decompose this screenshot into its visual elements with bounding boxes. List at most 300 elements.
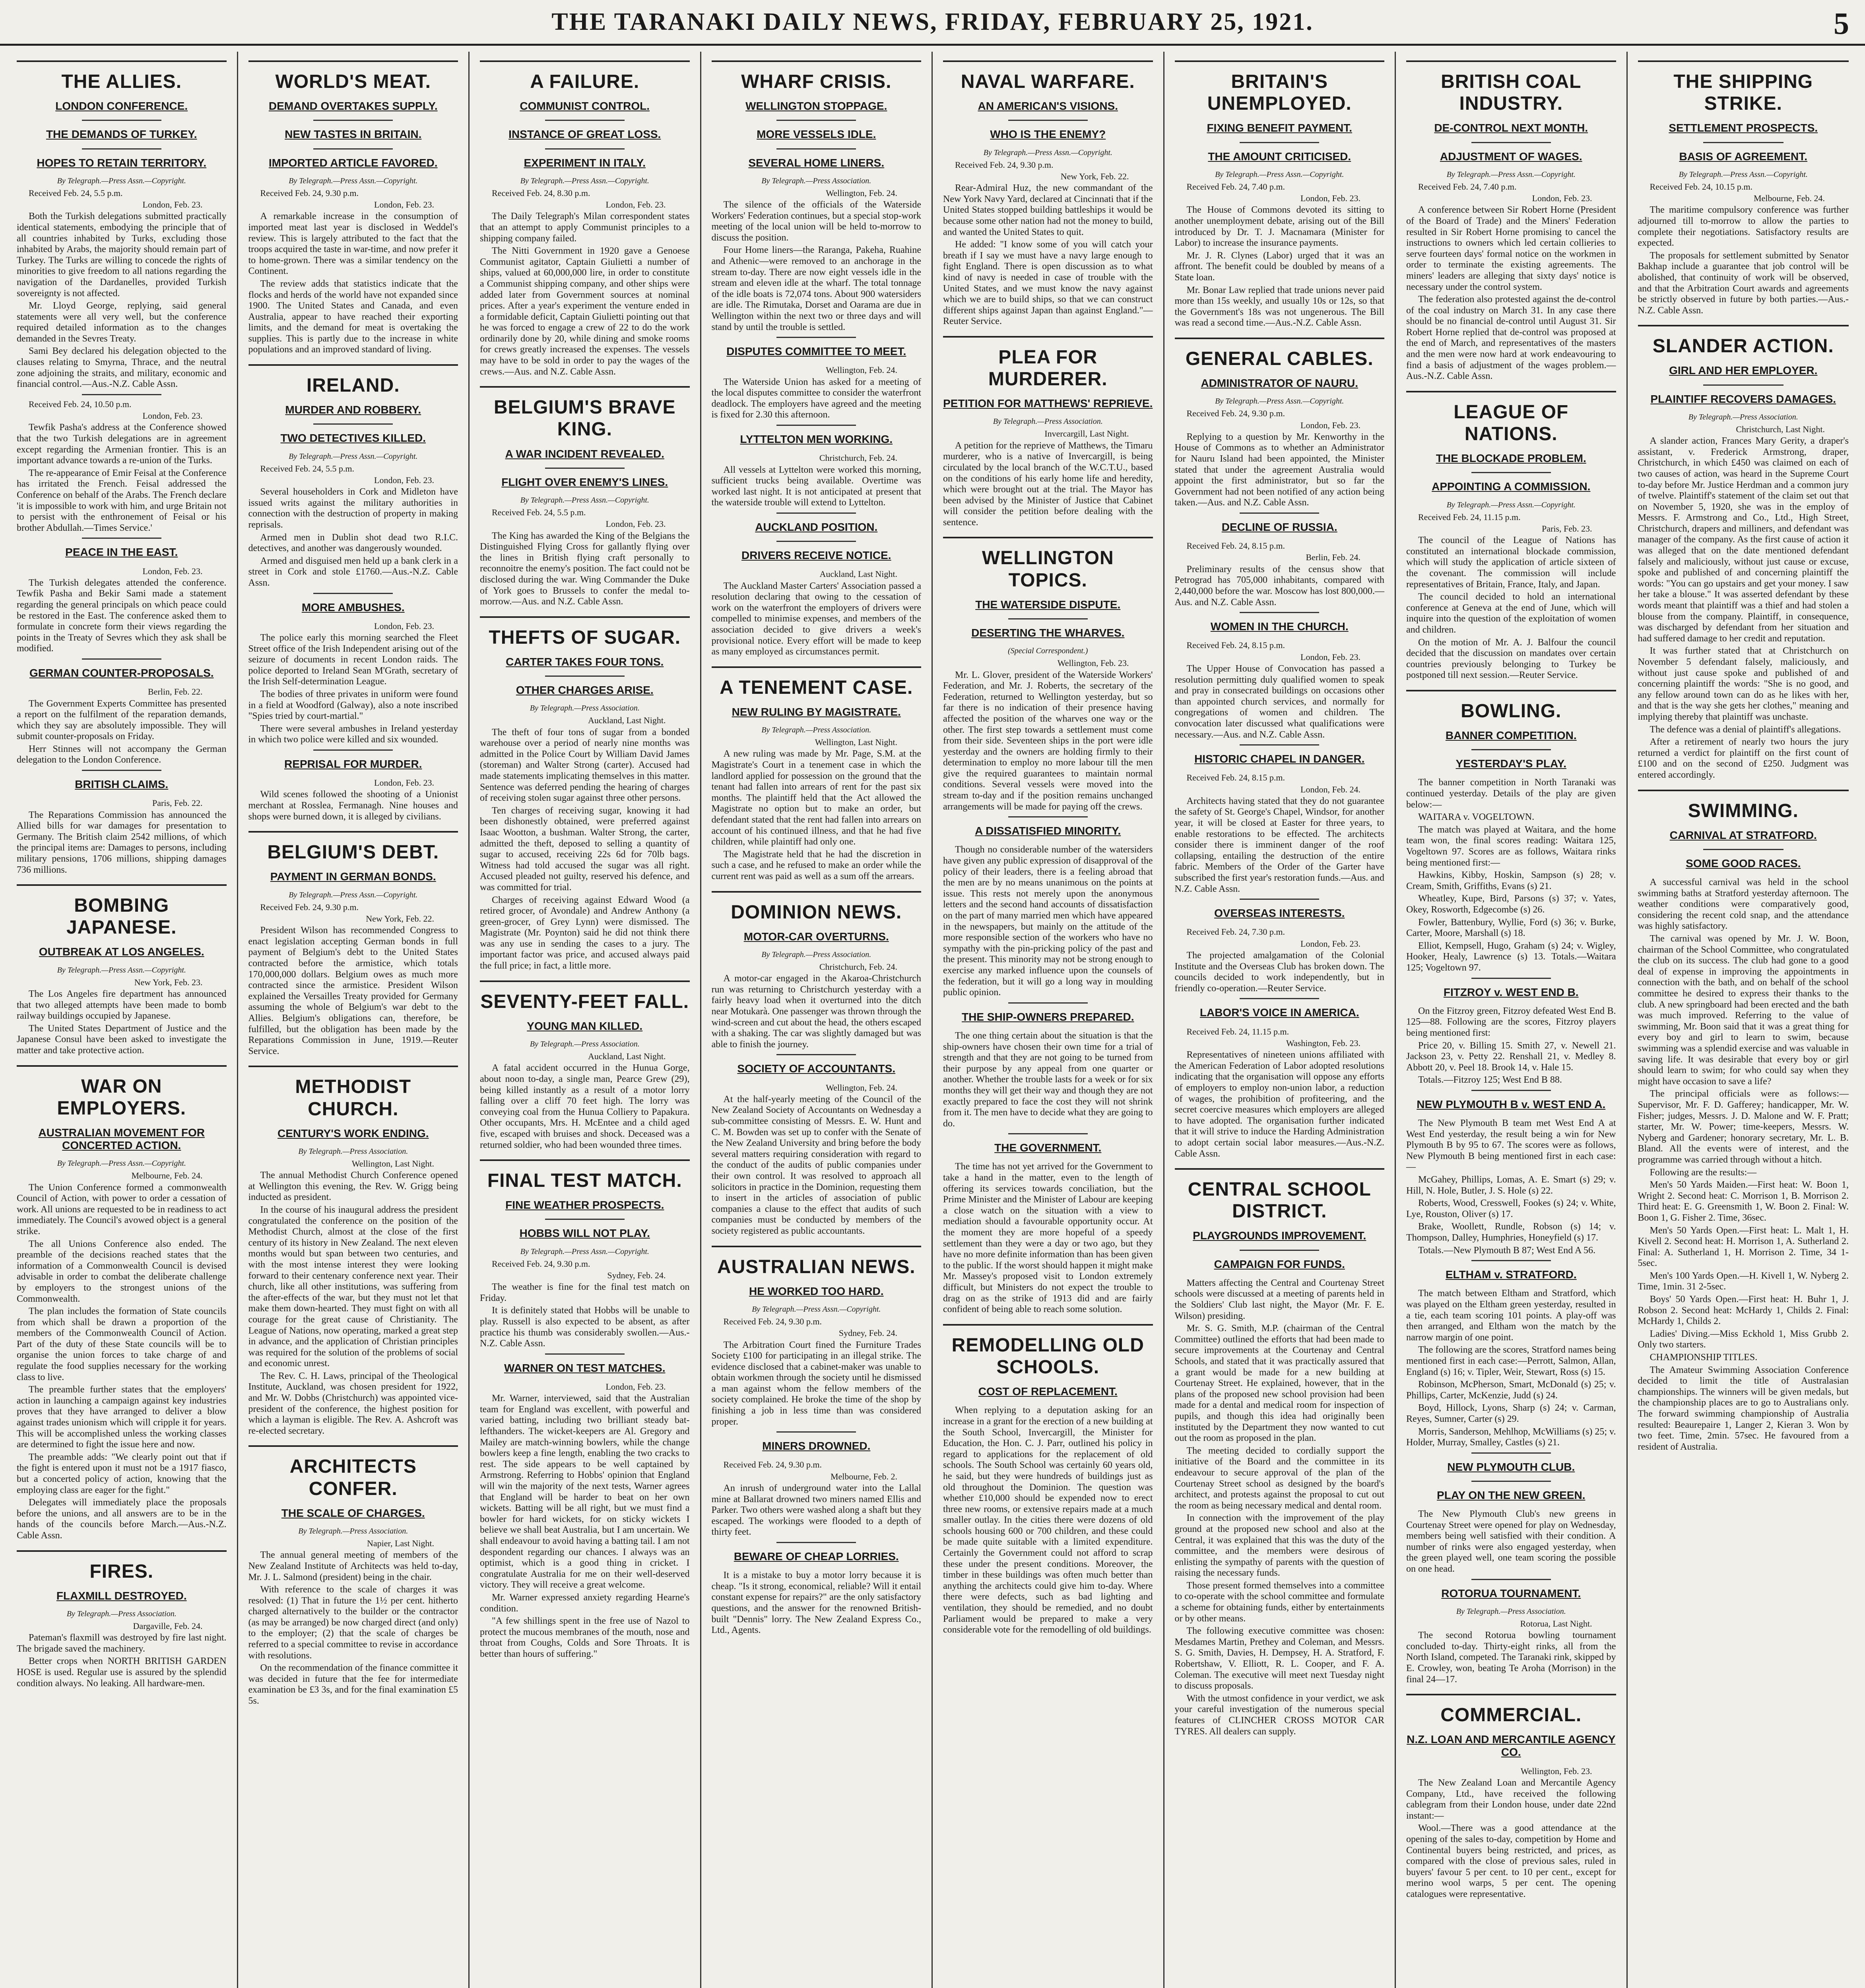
- article-subheading: IMPORTED ARTICLE FAVORED.: [268, 156, 438, 169]
- article-subheading: DISPUTES COMMITTEE TO MEET.: [726, 345, 906, 358]
- wire-credit: (Special Correspondent.): [1008, 646, 1088, 656]
- dateline: Auckland, Last Night.: [588, 1051, 666, 1062]
- article-paragraph: Wild scenes followed the shooting of a Unionist merchant at Rosslea, Fermanagh. Nine houses and shops were burned down, it is alleged by civilians.: [248, 789, 458, 822]
- dateline: Wellington, Feb. 23.: [1520, 1766, 1592, 1776]
- divider: [313, 148, 393, 149]
- wire-credit: By Telegraph.—Press Assn.—Copyright.: [1446, 500, 1576, 509]
- article: [248, 593, 458, 746]
- article-paragraph: Herr Stinnes will not accompany the German delegation to the London Conference.: [17, 744, 227, 765]
- divider: [776, 425, 856, 426]
- article-paragraph: Men's 100 Yards Open.—H. Kivell 1, W. Nyberg 2. Time, 1min. 31 2-5sec.: [1638, 1270, 1849, 1292]
- article: [248, 60, 458, 355]
- article-paragraph: The re-appearance of Emir Feisal at the Conference has irritated the French. Feisal addressed the Conference on behalf of the Arabs. The French declare 'it is impossible to work with him, and urge Britain not to persist with the enthronement of Feisal or his brother Abdullah.—Times Service.': [17, 468, 227, 533]
- divider: [776, 1542, 856, 1543]
- page-number: 5: [1834, 6, 1849, 41]
- divider: [1175, 338, 1385, 339]
- article-subheading: COST OF REPLACEMENT.: [978, 1385, 1118, 1398]
- article-paragraph: Boyd, Hillock, Lyons, Sharp (s) 24; v. Carman, Reyes, Sumner, Carter (s) 29.: [1406, 1403, 1616, 1424]
- column-2: [238, 52, 470, 1988]
- column-1: [6, 52, 238, 1988]
- dateline: Paris, Feb. 23.: [1542, 523, 1592, 534]
- wire-credit: By Telegraph.—Press Association.: [761, 950, 871, 959]
- divider: [776, 148, 856, 149]
- article: [712, 1054, 922, 1237]
- article-paragraph: Price 20, v. Billing 15. Smith 27, v. Newell 21. Jackson 23, v. Petty 22. Renshall 21, v. Medley 8. Abbott 20, v. Peel 18. Brook 14, v. Hale 15.: [1406, 1040, 1616, 1073]
- article-paragraph: The Upper House of Convocation has passed a resolution permitting duly qualified women to speak and pray in consecrated buildings on occasions other than appointed church services, and normally for congregations of women and children. The convocation later discussed what qualifications were necessary.—Aus. and N.Z. Cable Assn.: [1174, 663, 1384, 740]
- received-time: Received Feb. 24, 5.5 p.m.: [29, 188, 123, 198]
- article-paragraph: The following are the scores, Stratford names being mentioned first in each case:—Perrott, Salmon, Allan, England (s) 16; v. Tipler, Weir, Stewart, Ross (s) 15.: [1406, 1345, 1616, 1377]
- article-paragraph: "A few shillings spent in the free use of Nazol to protect the mucous membranes of the mouth, nose and throat from Coughs, Colds and Sore Throats. It is better than hours of suffering.": [480, 1616, 690, 1659]
- dateline: Wellington, Feb. 24.: [826, 1082, 897, 1093]
- dateline: Washington, Feb. 23.: [1286, 1038, 1360, 1048]
- divider: [17, 1550, 227, 1552]
- article-paragraph: Following are the results:—: [1650, 1167, 1757, 1178]
- received-time: Received Feb. 24, 11.15 p.m.: [1186, 1026, 1289, 1037]
- received-time: Received Feb. 24, 5.5 p.m.: [260, 463, 354, 474]
- article-paragraph: Four Home liners—the Raranga, Pakeha, Ruahine and Athenic—were removed to an anchorage in the stream to-day. There are now eight vessels idle in the stream and eleven idle at the wharf. The total tonnage of the idle boats is 72,074 tons. About 900 watersiders are idle. The Rimutaka, Dorset and Oarama are due in Wellington within the next two or three days and will stand by until the trouble is settled.: [711, 245, 921, 332]
- dateline: New York, Feb. 22.: [366, 913, 434, 924]
- wire-credit: By Telegraph.—Press Association.: [1456, 1607, 1566, 1616]
- divider: [480, 1159, 690, 1161]
- dateline: Wellington, Feb. 24.: [826, 365, 897, 375]
- article-paragraph: A conference between Sir Robert Horne (President of the Board of Trade) and the Miners' Federation resulted in Sir Robert Horne promising to cancel the instructions to owners which led certain collieries to serve fourteen days' formal notice on the workmen in order to terminate the existing agreements. The miners' leaders are alleging that sixty days' notice is necessary under the control system.: [1406, 205, 1616, 292]
- wire-credit: By Telegraph.—Press Assn.—Copyright.: [1215, 170, 1344, 179]
- wire-credit: By Telegraph.—Press Assn.—Copyright.: [1679, 170, 1808, 179]
- article-paragraph: Several householders in Cork and Midleton have issued writs against the military authorities in connection with the destruction of property in making reprisals.: [248, 487, 458, 530]
- article-paragraph: With reference to the scale of charges it was resolved: (1) That in future the 1½ per cent. hitherto charged alternatively to the builder or the contractor (as may be arranged) be now charged direct (and only) to the employer; (2) that the scale of charges be referred to a special committee to revise in accordance with resolutions.: [248, 1584, 458, 1661]
- article-paragraph: The bodies of three privates in uniform were found in a field at Woodford (Galway), also a note inscribed "Spies tried by court-martial.": [248, 689, 458, 722]
- article-paragraph: The Amateur Swimming Association Conference decided to limit the title of Australasian championships. The winners will be given medals, but the championship places are to go to Australians only. The forward swimming championship of Australia resulted: Beaurepaire 1, Langer 2, Kieran 3. Won by two feet. Time, 2min. 57sec. He favoured from a resident of Australia.: [1638, 1365, 1849, 1452]
- divider: [313, 120, 393, 121]
- article-subheading: AN AMERICAN'S VISIONS.: [978, 100, 1118, 113]
- article-subheading: ADJUSTMENT OF WAGES.: [1440, 150, 1582, 163]
- article-paragraph: All vessels at Lyttelton were worked this morning, sufficient trucks being available. Overtime was worked last night. It is not anticipated at present that the waterside trouble will extend to Lyttelton.: [711, 464, 921, 508]
- article-paragraph: The Rev. C. H. Laws, principal of the Theological Institute, Auckland, was chosen president for 1922, and Mr. W. Dobbs (Christchurch) was appointed vice-president of the conference, the highest position for which a layman is eligible. The Rev. A. Ashcroft was re-elected secretary.: [248, 1371, 458, 1436]
- dateline: Berlin, Feb. 22.: [148, 687, 203, 697]
- article-paragraph: The federation also protested against the de-control of the coal industry on March 31. In any case there should be no financial de-control until August 31. Sir Robert Horne replied that de-control was proposed at the end of March, and representatives of the masters and the men were now hard at work endeavouring to find a basis of adjustment of the wages problem.—Aus.-N.Z. Cable Assn.: [1406, 294, 1616, 382]
- article-subheading: FLIGHT OVER ENEMY'S LINES.: [501, 476, 668, 488]
- article-paragraph: Delegates will immediately place the proposals before the unions, and all answers are to be in the hands of the councils before March.—Aus.-N.Z. Cable Assn.: [17, 1497, 227, 1541]
- divider: [248, 364, 458, 366]
- received-time: Received Feb. 24, 8.15 p.m.: [1186, 541, 1285, 551]
- dateline: London, Feb. 23.: [1532, 193, 1592, 204]
- dateline: Wellington, Last Night.: [815, 737, 897, 747]
- article-subheading: AUSTRALIAN MOVEMENT FOR CONCERTED ACTION.: [38, 1126, 205, 1152]
- article-paragraph: Ten charges of receiving sugar, knowing it had been dishonestly obtained, were preferred against Isaac Wootton, a bushman. Walter Strong, the carter, admitted the theft, deposed to selling a quantity of sugar to accused, receiving 22s 6d for 70lb bags. Witness had told accused the sugar was all right. Accused pleaded not guilty, reserved his defence, and was committed for trial.: [480, 805, 690, 893]
- dateline: Wellington, Feb. 23.: [1057, 658, 1129, 668]
- article-paragraph: The all Unions Conference also ended. The preamble of the decisions reached states that the information of a Commonwealth Council is devised advisable in order to combat the deliberate challenge by employers to the strongest unions of the Commonwealth.: [17, 1239, 227, 1304]
- wire-credit: By Telegraph.—Press Assn.—Copyright.: [57, 1159, 186, 1168]
- divider: [1471, 749, 1551, 750]
- article-subheading: HOBBS WILL NOT PLAY.: [519, 1227, 650, 1240]
- article-subheading: DRIVERS RECEIVE NOTICE.: [741, 549, 891, 562]
- divider: [943, 336, 1153, 338]
- article: [1406, 1579, 1616, 1685]
- article-paragraph: A slander action, Frances Mary Gerity, a draper's assistant, v. Frederick Armstrong, draper, Christchurch, in which £450 was claimed on each of two causes of action, was heard in the Supreme Court to-day before Mr. Justice Herdman and a common jury of twelve. Plaintiff's statement of the claim set out that on November 5, 1920, she was in the employ of Messrs. F. Armstrong and Co., Ltd., High Street, Christchurch, drapers and milliners, and defendant was manager of the company. As the first cause of action it was alleged that on the date mentioned defendant falsely and maliciously, without just cause or excuse, spoke and published of and concerning plaintiff the words: "You can go upstairs and get your money. I saw her take a blouse." It was asserted defendant by these words meant that plaintiff was a thief and had stolen a blouse from the company. Plaintiff, in consequence, was discharged by defendant from her situation and had suffered damage to her credit and reputation.: [1638, 436, 1849, 644]
- article-paragraph: The second Rotorua bowling tournament concluded to-day. Thirty-eight rinks, all from the North Island, competed. The Taranaki rink, skipped by E. Crowley, won, beating Te Aroha (Morrison) in the final 24—17.: [1406, 1630, 1616, 1685]
- article-paragraph: An inrush of underground water into the Lallal mine at Ballarat drowned two miners named Ellis and Parker. Two others were washed along a shaft but they escaped. The workings were flooded to a depth of thirty feet.: [711, 1483, 921, 1538]
- article-subheading: EXPERIMENT IN ITALY.: [524, 156, 646, 169]
- article: [1638, 325, 1849, 780]
- article-paragraph: The Los Angeles fire department has announced that two alleged attempts have been made to bomb railway buildings occupied by Japanese.: [17, 988, 227, 1021]
- divider: [712, 60, 922, 62]
- article-paragraph: Hawkins, Kibby, Hoskin, Sampson (s) 28; v. Cream, Smith, Griffiths, Evans (s) 21.: [1406, 870, 1616, 891]
- article-paragraph: CHAMPIONSHIP TITLES.: [1650, 1352, 1758, 1363]
- divider: [1471, 978, 1551, 979]
- article: [1406, 1694, 1616, 1900]
- article-paragraph: He added: "I know some of you will catch your breath if I say we must have a navy large enough to fight England. There is open discussion as to what kind of navy is needed in case of trouble with the United States, and we must know the navy against which we are to build ships, so that we can construct different ships against Japan than against England."—Reuter Service.: [943, 239, 1153, 327]
- article: [17, 770, 227, 876]
- article-headline: BELGIUM'S DEBT.: [267, 842, 439, 863]
- article-paragraph: McGahey, Phillips, Lomas, A. E. Smart (s) 29; v. Hill, N. Hole, Butler, J. S. Hole (s) 22.: [1406, 1175, 1616, 1196]
- article-paragraph: With the utmost confidence in your verdict, we ask your careful investigation of the numerous special features of CLINCHER CROSS MOTOR CAR TYRES. All dealers can supply.: [1174, 1693, 1384, 1737]
- article-subheading: CAMPAIGN FOR FUNDS.: [1214, 1258, 1345, 1270]
- article-paragraph: The New Plymouth Club's new greens in Courtenay Street were opened for play on Wednesday, members being well satisfied with their condition. A number of rinks were also engaged yesterday, when the green played well, one team scoring the possible on one head.: [1406, 1509, 1616, 1574]
- wire-credit: By Telegraph.—Press Assn.—Copyright.: [983, 148, 1112, 157]
- article: [943, 1002, 1153, 1130]
- divider: [1703, 849, 1783, 850]
- dateline: London, Feb. 24.: [1300, 784, 1360, 794]
- article-paragraph: The Daily Telegraph's Milan correspondent states that an attempt to apply Communist principles to a shipping company failed.: [480, 211, 690, 244]
- wire-credit: By Telegraph.—Press Association.: [530, 704, 640, 713]
- divider: [82, 120, 161, 121]
- divider: [1406, 690, 1616, 691]
- divider: [1638, 790, 1849, 791]
- article: [248, 749, 458, 822]
- article-paragraph: The meeting decided to cordially support the initiative of the Board and the committee in its endeavour to secure approval of the plan of the Courtenay Street school as designed by the board's architect, and protests against the proposal to cut out the room as being necessary medical and dental room.: [1174, 1445, 1384, 1511]
- article-subheading: A DISSATISFIED MINORITY.: [975, 825, 1121, 837]
- article-headline: GENERAL CABLES.: [1185, 348, 1374, 369]
- divider: [1008, 816, 1088, 817]
- article-headline: THEFTS OF SUGAR.: [489, 627, 681, 648]
- article-subheading: MOTOR-CAR OVERTURNS.: [743, 930, 889, 943]
- divider: [1471, 472, 1551, 473]
- article-subheading: YOUNG MAN KILLED.: [527, 1019, 643, 1032]
- dateline: Auckland, Last Night.: [819, 569, 897, 579]
- article-headline: ARCHITECTS CONFER.: [289, 1456, 417, 1499]
- article-paragraph: Men's 50 Yards Maiden.—First heat: W. Boon 1, Wright 2. Second heat: C. Morrison 1, B. Morrison 2. Third heat: E. G. Greensmith 1, W. Boon 2. Final: W. Boon 1, G. Fisher 2. Time, 36sec.: [1638, 1180, 1849, 1223]
- divider: [313, 423, 393, 425]
- divider: [712, 666, 922, 668]
- article-subheading: WOMEN IN THE CHURCH.: [1210, 620, 1349, 633]
- article-paragraph: The time has not yet arrived for the Government to take a hand in the matter, even to the length of offering its services towards conciliation, but the Prime Minister and the Minister of Labour are keeping a close watch on the situation with a view to mediation should a favourable opportunity occur. At the moment they are more hopeful of a speedy settlement than they were a day or two ago, but they have no more definite information than has been given to the public. If the worst should happen it might make Mr. Massey's proposed visit to London extremely difficult, but Ministers do not expect the trouble to drag on as the strike of 1913 did and are fairly confident of being able to reach some solution.: [943, 1161, 1153, 1315]
- article-headline: BRITISH COAL INDUSTRY.: [1441, 71, 1582, 115]
- dateline: Invercargill, Last Night.: [1044, 429, 1129, 439]
- article: [712, 425, 922, 509]
- dateline: London, Feb. 23.: [1300, 420, 1360, 430]
- article-subheading: INSTANCE OF GREAT LOSS.: [508, 128, 661, 141]
- wire-credit: By Telegraph.—Press Assn.—Copyright.: [289, 452, 418, 461]
- received-time: Received Feb. 24, 9.30 p.m.: [723, 1460, 822, 1470]
- article-subheading: THE WATERSIDE DISPUTE.: [975, 598, 1121, 611]
- wire-credit: By Telegraph.—Press Assn.—Copyright.: [1215, 397, 1344, 406]
- article-paragraph: It was further stated that at Christchurch on November 5 defendant falsely, maliciously, and without just cause spoke and published of and concerning plaintiff the words: "She is no good, and any fellow around town can do as he likes with her, and that is the way she gets her clothes," meaning and implying thereby that plaintiff was unchaste.: [1638, 646, 1849, 722]
- article-paragraph: The Nitti Government in 1920 gave a Genoese Communist agitator, Captain Giulietti a number of ships, valued at 60,000,000 lire, in order to constitute a Communist shipping company, and other ships were added later from Government sources at nominal prices. After a year's experiment the venture ended in a formidable deficit, Captain Giulietti pointing out that he was forced to engage a crew of 22 to do the work ordinarily done by 20, while dining and smoke rooms for crews greatly increased the expenses. The vessels may have to be sold in order to pay the wages of the crews.—Aus. and N.Z. Cable Assn.: [480, 246, 690, 377]
- received-time: Received Feb. 24, 9.30 p.m.: [723, 1316, 822, 1326]
- article-paragraph: The preamble further states that the employers' action in launching a campaign against key industries proves that they have arranged to deliver a blow against trades unionism which will cripple it for years. This will be accomplished unless the working classes are determined to fight the issue here and now.: [17, 1384, 227, 1450]
- article-headline: REMODELLING OLD SCHOOLS.: [951, 1334, 1144, 1378]
- article-paragraph: In the course of his inaugural address the president congratulated the conference on the position of the Methodist Church, almost at the close of the first century of its history in New Zealand. The next eleven months would but span between two centuries, and with the most intense interest they were looking forward to their centenary conference next year. Their church, like all other institutions, was suffering from the after-effects of the war, but they must not let that make them down-hearted. They must fight on with all courage for the great cause of Christianity. The League of Nations, now operating, marked a great step in advance, and the application of Christian principles was required for the solution of the problems of social and economic unrest.: [248, 1204, 458, 1369]
- article: [17, 1065, 227, 1541]
- article-paragraph: The plan includes the formation of State councils from which shall be drawn a proportion of the members of the Commonwealth Council of Action. Part of the duty of these State councils will be to organise the union forces to take charge of and regulate the food supplies necessary for the working class to live.: [17, 1306, 227, 1382]
- dateline: Sydney, Feb. 24.: [838, 1328, 897, 1338]
- article-paragraph: Mr. L. Glover, president of the Waterside Workers' Federation, and Mr. J. Roberts, the secretary of the Federation, returned to Wellington yesterday, but so far there is no indication of their presence having affected the position of the wharves one way or the other. The first step towards a settlement must come from their side. Seventeen ships in the port were idle yesterday and the owners are holding firmly to their determination to employ no more labour till the men give the required guarantees to maintain normal conditions. Several vessels were moved into the stream to-day and if the position remains unchanged arrangements will be made for paying off the crews.: [943, 670, 1153, 812]
- article-headline: A FAILURE.: [530, 71, 640, 92]
- article: [712, 891, 922, 1050]
- article: [712, 1542, 922, 1636]
- received-time: Received Feb. 24, 9.30 p.m.: [260, 188, 359, 198]
- article-headline: SEVENTY-FEET FALL.: [480, 991, 689, 1012]
- divider: [1175, 60, 1385, 62]
- article-paragraph: The match between Eltham and Stratford, which was played on the Eltham green yesterday, resulted in a tie, each team scoring 101 points. A play-off was then arranged, and Eltham won the match by the narrow margin of one point.: [1406, 1288, 1616, 1343]
- article: [17, 884, 227, 1056]
- wire-credit: By Telegraph.—Press Association.: [761, 176, 871, 185]
- dateline: London, Feb. 23.: [1300, 652, 1360, 662]
- dateline: New York, Feb. 22.: [1060, 171, 1129, 181]
- article-paragraph: Those present formed themselves into a committee to co-operate with the school committee and formulate a scheme for obtaining funds, either by entertainments or by other means.: [1174, 1580, 1384, 1624]
- dateline: Melbourne, Feb. 24.: [1753, 193, 1825, 204]
- dateline: Napier, Last Night.: [367, 1538, 434, 1549]
- column-5: [933, 52, 1164, 1988]
- article-subheading: PEACE IN THE EAST.: [65, 546, 178, 559]
- article: [943, 60, 1153, 327]
- article-paragraph: Men's 50 Yards Open.—First heat: L. Malt 1, H. Kivell 2. Second heat: H. Morrison 1, A. Sutherland 2. Final: A. Sutherland 1, H. Morrison 2. Time, 34 1-5sec.: [1638, 1225, 1849, 1269]
- received-time: Received Feb. 24, 10.15 p.m.: [1650, 181, 1752, 192]
- article-paragraph: On the recommendation of the finance committee it was decided in future that the fee for intermediate examination be £3 3s, and for the final examination £5 5s.: [248, 1663, 458, 1706]
- article: [1406, 690, 1616, 974]
- article-paragraph: Fowler, Battenbury, Wyllie, Ford (s) 36; v. Burke, Carter, Moore, Marshall (s) 18.: [1406, 917, 1616, 939]
- column-4: [701, 52, 933, 1988]
- divider: [82, 148, 161, 149]
- article-subheading: THE AMOUNT CRITICISED.: [1208, 150, 1351, 163]
- article-subheading: OUTBREAK AT LOS ANGELES.: [39, 945, 204, 958]
- article-subheading: PLAYGROUNDS IMPROVEMENT.: [1193, 1229, 1366, 1242]
- article-paragraph: The principal officials were as follows:—Supervisor, Mr. F. D. Gafferey; handicapper, Mr. W. Fisher; judges, Messrs. J. D. Malone and W. F. Pratt; starter, Mr. W. Power; time-keepers, Messrs. W. Nyberg and Gardener; honorary secretary, Mr. L. B. Bland. All the events were of interest, and the programme was carried through without a hitch.: [1638, 1089, 1849, 1165]
- article-paragraph: Robinson, McPherson, Smart, McDonald (s) 25; v. Phillips, Carter, McKenzie, Judd (s) 24.: [1406, 1379, 1616, 1401]
- article-paragraph: Matters affecting the Central and Courtenay Street schools were discussed at a meeting of parents held in the Soldiers' Club last night, the Mayor (Mr. F. E. Wilson) presiding.: [1174, 1277, 1384, 1321]
- article-paragraph: The Union Conference formed a commonwealth Council of Action, with power to order a cessation of work. All unions are requested to be in readiness to act immediately. The Council's avowed object is a general strike.: [17, 1182, 227, 1237]
- article-paragraph: Ladies' Diving.—Miss Eckhold 1, Miss Grubb 2. Only two starters.: [1638, 1328, 1849, 1350]
- article: [480, 980, 690, 1151]
- article-subheading: THE GOVERNMENT.: [994, 1142, 1102, 1154]
- divider: [776, 337, 856, 338]
- article-paragraph: The annual Methodist Church Conference opened at Wellington this evening, the Rev. W. Grigg being inducted as president.: [248, 1170, 458, 1203]
- wire-credit: By Telegraph.—Press Assn.—Copyright.: [57, 176, 186, 185]
- article-paragraph: Mr. Bonar Law replied that trade unions never paid more than 15s weekly, and usually 10s or 12s, so that the Government's 18s was not ungenerous. The Bill was read a second time.—Aus.-N.Z. Cable Assn.: [1174, 285, 1384, 328]
- article: [248, 1445, 458, 1706]
- divider: [1240, 998, 1319, 999]
- article-paragraph: WAITARA v. VOGELTOWN.: [1418, 812, 1535, 823]
- article-paragraph: The Turkish delegates attended the conference. Tewfik Pasha and Bekir Sami made a statement regarding the general principals on which peace could be restored in the East. The conference asked them to formulate in concrete form their views regarding the points in the Treaty of Sevres which they ask shall be modified.: [17, 577, 227, 654]
- article-subheading: DEMAND OVERTAKES SUPPLY.: [268, 100, 438, 113]
- article-subheading: WELLINGTON STOPPAGE.: [745, 100, 887, 113]
- divider: [17, 60, 227, 62]
- article-headline: WHARF CRISIS.: [741, 71, 892, 92]
- article-paragraph: On the Fitzroy green, Fitzroy defeated West End B. 125—88. Following are the scores, Fitzroy players being mentioned first:: [1406, 1006, 1616, 1038]
- article-headline: AUSTRALIAN NEWS.: [717, 1256, 916, 1277]
- dateline: London, Feb. 23.: [605, 1382, 666, 1392]
- article-subheading: APPOINTING A COMMISSION.: [1432, 480, 1591, 493]
- dateline: Christchurch, Last Night.: [1736, 424, 1825, 434]
- dateline: Christchurch, Feb. 24.: [819, 453, 897, 463]
- dateline: London, Feb. 23.: [142, 200, 203, 210]
- divider: [82, 538, 161, 539]
- divider: [1471, 1579, 1551, 1580]
- article-paragraph: The police early this morning searched the Fleet Street office of the Irish Independent arising out of the seizure of documents in recent London raids. The police deported to Ireland Sean M'Grath, secretary of the Irish Self-determination League.: [248, 633, 458, 687]
- article-paragraph: Armed and disguised men held up a bank clerk in a street in Cork and stole £1760.—Aus.-N.Z. Cable Assn.: [248, 555, 458, 588]
- divider: [1471, 1260, 1551, 1261]
- article-subheading: DECLINE OF RUSSIA.: [1221, 521, 1337, 533]
- divider: [776, 1054, 856, 1055]
- divider: [712, 891, 922, 893]
- article-subheading: SOCIETY OF ACCOUNTANTS.: [737, 1062, 896, 1075]
- article-headline: SWIMMING.: [1688, 800, 1799, 821]
- article: [248, 364, 458, 589]
- article: [17, 394, 227, 534]
- article-paragraph: Representatives of nineteen unions affiliated with the American Federation of Labor adopted resolutions indicating that the organisation will oppose any efforts of employers to employ non-union labor, a reduction of wages, the prohibition of profiteering, and the secret coercive measures which employers are alleged to have adopted. The organisation further indicated that it will strive to induce the Harding Administration to adopt certain social labor measures.—Aus.-N.Z. Cable Assn.: [1174, 1050, 1384, 1159]
- article-paragraph: Mr. J. R. Clynes (Labor) urged that it was an affront. The benefit could be doubled by means of a State loan.: [1174, 250, 1384, 283]
- divider: [82, 658, 161, 660]
- divider: [17, 884, 227, 886]
- divider: [82, 394, 161, 395]
- article-subheading: N.Z. LOAN AND MERCANTILE AGENCY CO.: [1407, 1733, 1616, 1759]
- article-paragraph: Architects having stated that they do not guarantee the safety of St. George's Chapel, Windsor, for another year, it will be closed at Easter for three years, to enable restorations to be effected. The architects consider there is imminent danger of the roof collapsing, entailing the destruction of the entire fabric. Members of the Order of the Garter have subscribed the first year's restoration funds.—Aus. and N.Z. Cable Assn.: [1174, 796, 1384, 894]
- article-subheading: FLAXMILL DESTROYED.: [56, 1589, 187, 1602]
- divider: [248, 60, 458, 62]
- article-paragraph: The match was played at Waitara, and the home team won, the final scores reading: Waitara 125, Vogeltown 97. Scores are as follows, Waitara rinks being mentioned first:—: [1406, 824, 1616, 868]
- column-3: [470, 52, 701, 1988]
- article-paragraph: Brake, Woollett, Rundle, Robson (s) 14; v. Thompson, Dalley, Humphries, Honeyfield (s) 17.: [1406, 1221, 1616, 1243]
- article-paragraph: Wool.—There was a good attendance at the opening of the sales to-day, competition by Home and Continental buyers being restricted, and prices, as compared with the close of previous sales, ruled in buyers' favour 5 per cent. to 10 per cent., except for merino wool warps, 5 per cent. The opening catalogues were representative.: [1406, 1823, 1616, 1899]
- wire-credit: By Telegraph.—Press Assn.—Copyright.: [1446, 170, 1576, 179]
- dateline: Berlin, Feb. 24.: [1306, 552, 1360, 563]
- article-paragraph: Roberts, Wood, Cresswell, Fookes (s) 24; v. White, Lye, Rouston, Oliver (s) 17.: [1406, 1198, 1616, 1219]
- dateline: London, Feb. 23.: [374, 621, 434, 631]
- dateline: New York, Feb. 23.: [134, 977, 203, 987]
- article-paragraph: Though no considerable number of the watersiders have given any public expression of disapproval of the policy of their leaders, there is a feeling abroad that the men are by no means unanimous on the points at issue. This rests not merely upon the anonymous letters and the second hand accounts of dissatisfaction on the part of many married men which have appeared in the newspapers, but mainly on the attitude of the more responsible section of the workers who have no sympathy with the pin-pricking policy of the past and the present. This minority may not be strong enough to exercise any marked influence upon the counsels of the federation, but it will go a long way in moulding public opinion.: [943, 845, 1153, 998]
- article-paragraph: A fatal accident occurred in the Hunua Gorge, about noon to-day, a single man, Pearce Grew (29), being killed instantly as a result of a motor lorry falling over a cliff 70 feet high. The lorry was conveying coal from the Hunua Colliery to Papakura. Other occupants, Mrs. H. McEntee and a child aged five, escaped with bruises and shock. Deceased was a returned soldier, who had been wounded three times.: [480, 1063, 690, 1150]
- article: [943, 537, 1153, 812]
- divider: [82, 770, 161, 771]
- article: [712, 666, 922, 882]
- article-headline: PLEA FOR MURDERER.: [988, 346, 1108, 390]
- dateline: London, Feb. 23.: [374, 778, 434, 788]
- divider: [1008, 1002, 1088, 1004]
- article-paragraph: Boys' 50 Yards Open.—First heat: H. Buhr 1, J. Robson 2. Second heat: McHardy 1, Childs 2. Final: McHardy 1, Childs 2.: [1638, 1294, 1849, 1327]
- article-subheading: THE SHIP-OWNERS PREPARED.: [961, 1010, 1134, 1023]
- divider: [776, 1431, 856, 1433]
- article-subheading: SOME GOOD RACES.: [1686, 857, 1801, 870]
- article-subheading: AUCKLAND POSITION.: [755, 520, 878, 533]
- article-subheading: PAYMENT IN GERMAN BONDS.: [270, 870, 436, 883]
- article-paragraph: President Wilson has recommended Congress to enact legislation accepting German bonds in full payment of Belgium's debt to the United States contracted before the armistice, which totals 170,000,000 dollars. Belgium owes as much more contracted since the armistice. President Wilson explained the Versailles Treaty provided for Germany assuming the whole of Belgium's war debt to the Allies. Belgium's obligations can, therefore, be fulfilled, but the obligation has been made by the Reparations Commission in June, 1919.—Reuter Service.: [248, 925, 458, 1056]
- article: [712, 337, 922, 421]
- article-headline: CENTRAL SCHOOL DISTRICT.: [1188, 1179, 1371, 1222]
- wire-credit: By Telegraph.—Press Association.: [298, 1527, 408, 1536]
- article-headline: BOWLING.: [1461, 700, 1562, 722]
- article-paragraph: The carnival was opened by Mr. J. W. Boon, chairman of the School Committee, who congratulated the club on its success. The club had gone to a good deal of expense in improving the appointments in connection with the bath, and on behalf of the school committee he desired to express their thanks to the club. A new springboard had been erected and the bath was much improved. Referring to the value of swimming, Mr. Boon said that it was a great thing for every boy and girl to learn to swim, because swimming was a splendid exercise and was valuable in saving life. It was desirable that every boy or girl should learn to swim; for who could say when they might have occasion to save a life?: [1638, 934, 1849, 1087]
- article-paragraph: The King has awarded the King of the Belgians the Distinguished Flying Cross for gallantly flying over the lines in British flying craft personally to reconnoitre the enemy's position. The fact could not be disclosed during the war. Wing Commander the Duke of York goes to Brussels to confer the medal to-morrow.—Aus. and N.Z. Cable Assn.: [480, 530, 690, 607]
- article: [248, 831, 458, 1057]
- masthead: [0, 0, 1865, 46]
- article: [1175, 612, 1385, 740]
- dateline: London, Feb. 23.: [1300, 938, 1360, 949]
- article-paragraph: The proposals for settlement submitted by Senator Bakhap include a guarantee that job control will be abolished, that continuity of work will be observed, and that the Arbitration Court awards and agreements be strictly observed in future by both parties.—Aus.-N.Z. Cable Assn.: [1638, 250, 1849, 316]
- article-subheading: NEW PLYMOUTH B v. WEST END A.: [1417, 1098, 1606, 1110]
- article-paragraph: Morris, Sanderson, Mehlhop, McWilliams (s) 25; v. Holder, Murray, Smalley, Castles (s) 21.: [1406, 1426, 1616, 1448]
- article-paragraph: The weather is fine for the final test match on Friday.: [480, 1282, 690, 1303]
- wire-credit: By Telegraph.—Press Association.: [66, 1609, 177, 1618]
- article-subheading: LONDON CONFERENCE.: [55, 100, 188, 113]
- article-paragraph: Armed men in Dublin shot dead two R.I.C. detectives, and another was dangerously wounded.: [248, 532, 458, 554]
- wire-credit: By Telegraph.—Press Assn.—Copyright.: [57, 965, 186, 975]
- article-subheading: WHO IS THE ENEMY?: [990, 128, 1106, 141]
- article-headline: BOMBING JAPANESE.: [66, 895, 177, 938]
- article-subheading: PETITION FOR MATTHEWS' REPRIEVE.: [943, 397, 1153, 410]
- divider: [545, 148, 625, 149]
- article-paragraph: Rear-Admiral Huz, the new commandant of the New York Navy Yard, declared at Cincinnati that if the United States stopped building battleships it would be because some other nation had not the money to build, and wanted the United States to quit.: [943, 183, 1153, 237]
- received-time: Received Feb. 24, 7.40 p.m.: [1186, 181, 1285, 192]
- article-paragraph: There were several ambushes in Ireland yesterday in which two police were killed and six wounded.: [248, 723, 458, 745]
- article: [1406, 1452, 1616, 1575]
- article-subheading: THE SCALE OF CHARGES.: [281, 1507, 425, 1519]
- divider: [1471, 1452, 1551, 1454]
- article-headline: FINAL TEST MATCH.: [487, 1170, 682, 1192]
- divider: [1240, 612, 1319, 613]
- divider: [1406, 391, 1616, 392]
- wire-credit: By Telegraph.—Press Association.: [1688, 412, 1798, 421]
- article-paragraph: Mr. Lloyd George, replying, said general statements were all very well, but the conference required detailed information as to the changes demanded in the Sevres Treaty.: [17, 301, 227, 344]
- divider: [545, 1353, 625, 1355]
- dateline: Auckland, Last Night.: [588, 715, 666, 726]
- article-paragraph: Elliot, Kempsell, Hugo, Graham (s) 24; v. Wigley, Hooker, Healy, Lawrence (s) 13. Totals.—Waitara 125; Vogeltown 97.: [1406, 940, 1616, 973]
- divider: [943, 1324, 1153, 1326]
- dateline: Melbourne, Feb. 24.: [131, 1171, 203, 1181]
- dateline: Rotorua, Last Night.: [1520, 1618, 1592, 1629]
- divider: [545, 120, 625, 121]
- article-paragraph: It is definitely stated that Hobbs will be unable to play. Russell is also expected to be absent, as after practice his thumb was considerably swollen.—Aus.-N.Z. Cable Assn.: [480, 1305, 690, 1349]
- article-subheading: LABOR'S VOICE IN AMERICA.: [1199, 1006, 1359, 1019]
- article-paragraph: When replying to a deputation asking for an increase in a grant for the erection of a new building at the South School, Invercargill, the Minister for Education, the Hon. C. J. Parr, outlined his policy in regard to applications for the replacement of old schools. The South School was certainly 60 years old, he said, but they were hundreds of buildings just as old throughout the Dominion. The question was whether £10,000 should be expended now to erect three new rooms, or extensive repairs made at a much smaller outlay. In the cities there were dozens of old schools housing 600 or 700 children, and these could be made quite suitable with a limited expenditure. Certainly the Government could not afford to scrap these under the present conditions. Moreover, the timber in these buildings was often much better than anything the architects could give him to-day. Where there were defects, such as bad lighting and ventilation, they should be remedied, and no doubt Parliament would be prepared to make a very considerable vote for the remodelling of old buildings.: [943, 1405, 1153, 1635]
- article-headline: WAR ON EMPLOYERS.: [57, 1076, 186, 1119]
- article: [712, 60, 922, 333]
- article-paragraph: A successful carnival was held in the school swimming baths at Stratford yesterday afternoon. The weather conditions were comparatively good, considering the recent cold snap, and the attendance was highly satisfactory.: [1638, 877, 1849, 932]
- wire-credit: By Telegraph.—Press Assn.—Copyright.: [520, 496, 649, 505]
- article: [1175, 513, 1385, 608]
- divider: [1240, 1250, 1319, 1251]
- column-8: [1628, 52, 1859, 1988]
- article-subheading: MINERS DROWNED.: [762, 1440, 871, 1452]
- wire-credit: By Telegraph.—Press Assn.—Copyright.: [289, 890, 418, 899]
- article-paragraph: Replying to a question by Mr. Kenworthy in the House of Commons as to whether an Administrator for Nauru Island had been appointed, the Minister stated that under the agreement Australia would appoint the first administrator, but so far the Government had not been notified of any action being taken.—Aus. and N.Z. Cable Assn.: [1174, 431, 1384, 508]
- wire-credit: By Telegraph.—Press Association.: [530, 1040, 640, 1049]
- article-paragraph: The review adds that statistics indicate that the flocks and herds of the world have not expanded since 1900. The United States and Canada, and even Australia, appear to have reached their exporting limits, and the demand for meat is overtaking the supplies. This is partly due to the increase in white populations and an improved standard of living.: [248, 278, 458, 355]
- article-paragraph: The theft of four tons of sugar from a bonded warehouse over a period of nearly nine months was admitted in the Police Court by William David James (storeman) and Walter Strong (carter). Accused had made statements implicating themselves in this matter. Sentence was deferred pending the hearing of charges of receiving stolen sugar against three other persons.: [480, 727, 690, 804]
- article-subheading: HISTORIC CHAPEL IN DANGER.: [1194, 753, 1365, 765]
- dateline: Christchurch, Feb. 24.: [819, 961, 897, 972]
- divider: [943, 537, 1153, 538]
- divider: [480, 616, 690, 618]
- article-paragraph: Both the Turkish delegations submitted practically identical statements, embodying the principle that of all countries inhabited by Turks, excluding those inhabited by Arabs, the majority should remain part of Turkey. The Turks are willing to concede the rights of minorities to give freedom to all nations regarding the navigation of the Dardanelles, provided Turkish sovereignty is not affected.: [17, 211, 227, 299]
- divider: [545, 1219, 625, 1220]
- article-subheading: BRITISH CLAIMS.: [75, 778, 169, 791]
- divider: [1638, 60, 1849, 62]
- article: [1406, 1090, 1616, 1256]
- article-subheading: ADMINISTRATOR OF NAURU.: [1201, 377, 1358, 390]
- divider: [1471, 1090, 1551, 1091]
- received-time: Received Feb. 24, 5.5 p.m.: [492, 507, 586, 517]
- wire-credit: By Telegraph.—Press Assn.—Copyright.: [289, 176, 418, 185]
